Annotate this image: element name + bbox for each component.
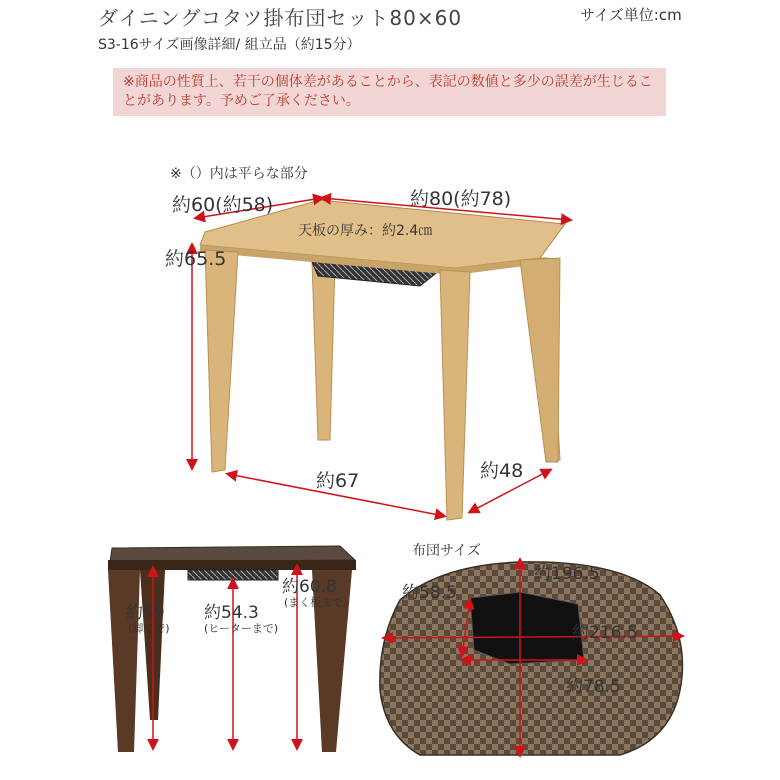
leg-span-depth-label: 約48 (480, 460, 524, 482)
leg-span-width-label: 約67 (316, 470, 360, 492)
to-heater-note: (ヒーターまで) (204, 622, 279, 635)
to-skirt-note: (まく板まで) (284, 596, 348, 609)
height-label: 約65.5 (165, 248, 227, 270)
flat-area-note: ※（）内は平らな部分 (170, 166, 308, 182)
to-heater-label: 約54.3 (204, 603, 259, 623)
to-legs-label: 約59 (126, 603, 165, 623)
depth-label: 約60(約58) (172, 194, 274, 216)
page-subtitle: S3-16サイズ画像詳細/ 組立品（約15分） (98, 37, 361, 53)
page-title: ダイニングコタツ掛布団セット80×60 (98, 6, 463, 30)
unit-label: サイズ単位:cm (580, 6, 682, 24)
to-legs-note: (脚まで) (128, 622, 170, 635)
top-thickness-label: 天板の厚み：約2.4㎝ (298, 223, 433, 239)
opening-label: 約58.5 (402, 583, 457, 603)
notice-text: ※商品の性質上、若干の個体差があることから、表記の数値と多少の誤差が生じることがあります。予めご了承ください。 (123, 74, 653, 109)
to-skirt-label: 約60.8 (282, 577, 337, 597)
width-label: 約80(約78) (410, 188, 512, 210)
futon-size-label: 布団サイズ (412, 543, 481, 559)
futon-length-label: 約196.5 (534, 564, 600, 584)
opening-depth-label: 約78.5 (566, 677, 621, 697)
futon-width-label: 約216.5 (572, 623, 638, 643)
